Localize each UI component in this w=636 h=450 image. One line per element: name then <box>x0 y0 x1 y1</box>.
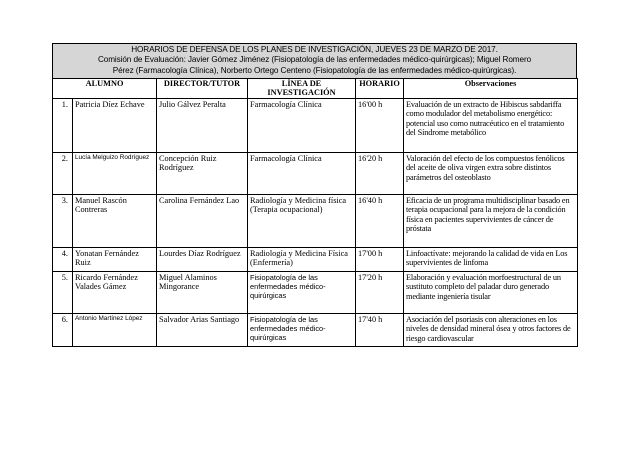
table-header-row <box>53 79 578 98</box>
header-title: HORARIOS DE DEFENSA DE LOS PLANES DE INVESTIGACIÓN, JUEVES 23 DE MARZO DE 2017. <box>131 45 498 54</box>
schedule-time: 16'20 h <box>356 152 404 194</box>
row-number: 5. <box>53 271 73 313</box>
director-name: Carolina Fernández Lao <box>157 194 248 247</box>
row-number: 2. <box>53 152 73 194</box>
observations: Evaluación de un extracto de Hibiscus sabdariffa como modulador del metabolismo energético: potencial uso como nutracéutico en el tratamiento del Síndrome metabólico <box>404 98 578 152</box>
schedule-header <box>52 43 577 78</box>
schedule-time: 16'40 h <box>356 194 404 247</box>
table-row <box>53 271 578 313</box>
table-row <box>53 247 578 271</box>
research-line: Farmacología Clínica <box>248 98 356 152</box>
header-committee-line-2: Pérez (Farmacología Clínica), Norberto Ortego Centeno (Fisiopatología de las enfermedades médico-quirúrgicas). <box>112 65 517 75</box>
header-committee-line-1: Comisión de Evaluación: Javier Gómez Jiménez (Fisiopatología de las enfermedades médico-quirúrgicas); Miguel Romero <box>97 55 532 65</box>
schedule-time: 17'20 h <box>356 271 404 313</box>
table-row <box>53 98 578 152</box>
director-name: Julio Gálvez Peralta <box>157 98 248 152</box>
row-number: 1. <box>53 98 73 152</box>
schedule-document <box>52 43 577 347</box>
table-row <box>53 194 578 247</box>
observations: Linfoactívate: mejorando la calidad de vida en Los supervivientes de linfoma <box>404 247 578 271</box>
column-header-observaciones: Observaciones <box>404 79 578 98</box>
director-name: Lourdes Díaz Rodríguez <box>157 247 248 271</box>
schedule-time: 17'40 h <box>356 313 404 346</box>
student-name: Lucía Melguizo Rodríguez <box>73 152 157 194</box>
research-line: Radiología y Medicina física (Terapia ocupacional) <box>248 194 356 247</box>
column-header-alumno: ALUMNO <box>53 79 157 98</box>
table-row <box>53 313 578 346</box>
student-name: Ricardo Fernández Valades Gámez <box>73 271 157 313</box>
research-line: Farmacología Clínica <box>248 152 356 194</box>
student-name: Patricia Díez Echave <box>73 98 157 152</box>
director-name: Miguel Alaminos Mingorance <box>157 271 248 313</box>
column-header-horario: HORARIO <box>356 79 404 98</box>
student-name: Manuel Rascón Contreras <box>73 194 157 247</box>
table-row <box>53 152 578 194</box>
row-number: 4. <box>53 247 73 271</box>
observations: Eficacia de un programa multidisciplinar basado en terapia ocupacional para la mejora de la condición física en pacientes supervivientes de cáncer de próstata <box>404 194 578 247</box>
director-name: Concepción Ruiz Rodríguez <box>157 152 248 194</box>
research-line: Fisiopatología de las enfermedades médico-quirúrgicas <box>248 271 356 313</box>
research-line: Fisiopatología de las enfermedades médico-quirúrgicas <box>248 313 356 346</box>
observations: Valoración del efecto de los compuestos fenólicos del aceite de oliva virgen extra sobre distintos parámetros del osteoblasto <box>404 152 578 194</box>
observations: Asociación del psoriasis con alteraciones en los niveles de densidad mineral ósea y otros factores de riesgo cardiovascular <box>404 313 578 346</box>
column-header-director: DIRECTOR/TUTOR <box>157 79 248 98</box>
director-name: Salvador Arias Santiago <box>157 313 248 346</box>
observations: Elaboración y evaluación morfoestructural de un sustituto completo del paladar duro generado mediante ingeniería tisular <box>404 271 578 313</box>
row-number: 3. <box>53 194 73 247</box>
student-name: Yonatan Fernández Ruiz <box>73 247 157 271</box>
row-number: 6. <box>53 313 73 346</box>
research-line: Radiología y Medicina Física (Enfermería) <box>248 247 356 271</box>
schedule-time: 16'00 h <box>356 98 404 152</box>
student-name: Antonio Martínez López <box>73 313 157 346</box>
schedule-time: 17'00 h <box>356 247 404 271</box>
column-header-linea: LÍNEA DE INVESTIGACIÓN <box>248 79 356 98</box>
schedule-table <box>52 78 578 346</box>
